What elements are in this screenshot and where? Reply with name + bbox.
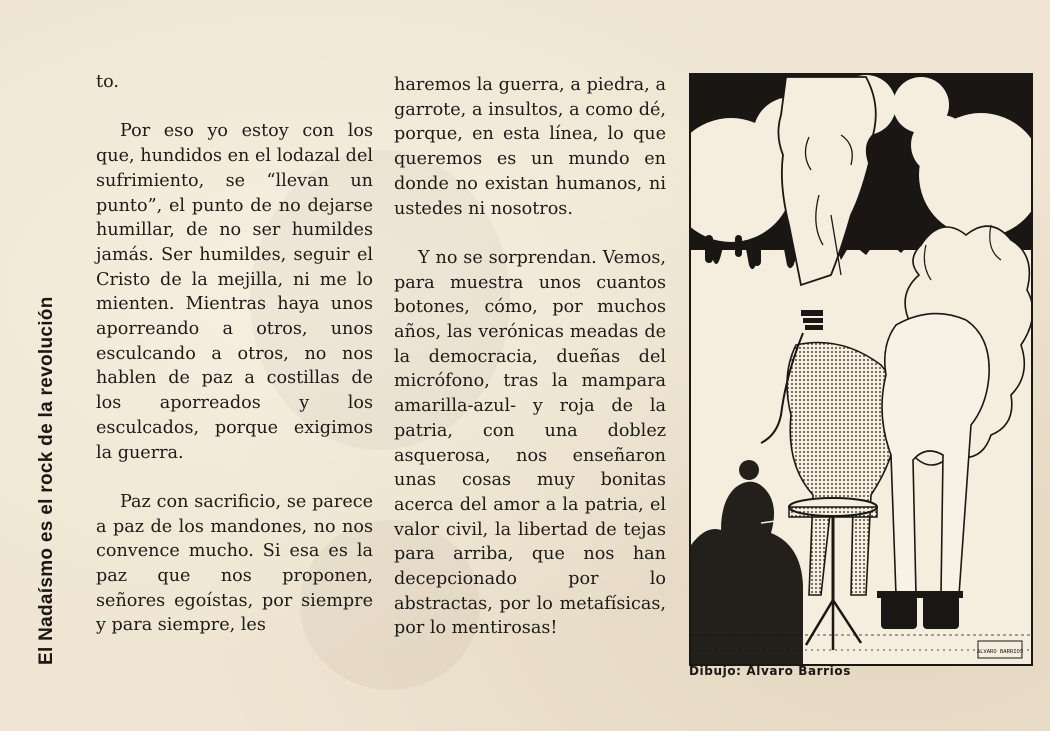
paragraph-continuation: to. [96, 72, 119, 92]
text-column-middle [394, 73, 666, 641]
running-title: El Nadaísmo es el rock de la revolución [36, 296, 57, 665]
surreal-illustration [689, 73, 1033, 666]
text-column-left [96, 70, 373, 638]
paragraph: Paz con sacrificio, se parece a paz de los mandones, no nos convence mucho. Si esa es la paz que nos proponen, señores egoístas, por siempre y para siempre, les [96, 491, 373, 636]
illustration-caption: Dibujo: Alvaro Barrios [689, 664, 851, 678]
paragraph: Y no se sorprendan. Vemos, para muestra unos cuantos botones, cómo, por muchos años, las verónicas meadas de la democracia, dueñas del micrófono, tras la mampara amarilla-azul- y roja de la patria, con una doblez asquerosa, nos enseñaron unas cosas muy bonitas acerca del amor a la patria, el valor civil, la libertad de tejas para arriba, que nos han decepcionado por lo abstractas, por lo metafísicas, por lo mentirosas! [394, 247, 666, 639]
paragraph: haremos la guerra, a piedra, a garrote, a insultos, a como dé, porque, en esta línea, lo que queremos es un mundo en donde no existan humanos, ni ustedes ni nosotros. [394, 75, 666, 219]
paragraph: Por eso yo estoy con los que, hundidos en el lodazal del sufrimiento, se “llevan un punto”, el punto de no dejarse humillar, de no ser humildes jamás. Ser humildes, seguir el Cristo de la mejilla, ni me lo mienten. Mientras haya unos aporreando a otros, unos esculcando a otros, no nos hablen de paz a costillas de los aporreados y los esculcados, porque exigimos la guerra. [96, 121, 373, 463]
artist-signature: ALVARO BARRIOS [976, 649, 1024, 655]
